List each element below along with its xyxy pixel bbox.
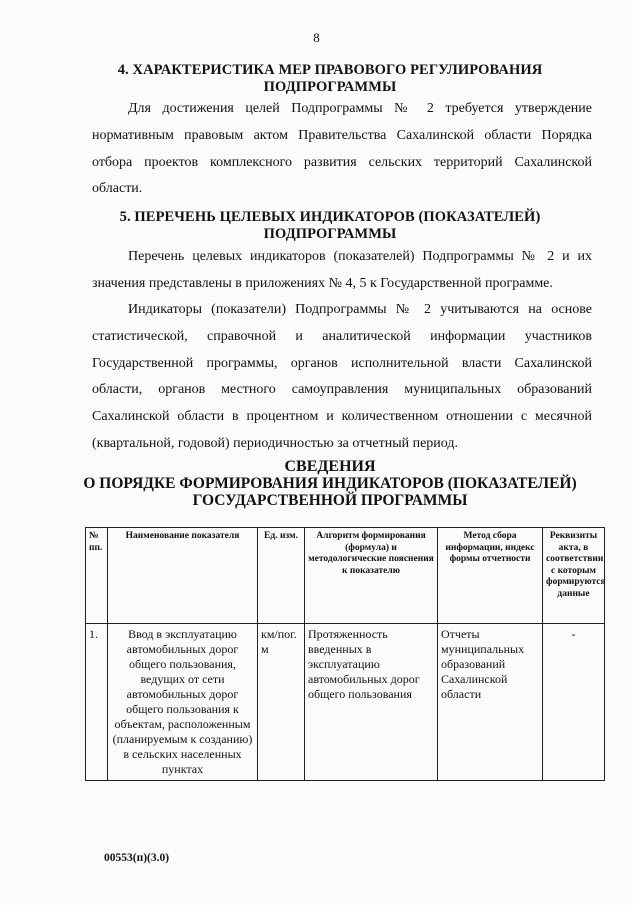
info-title-line1: СВЕДЕНИЯ xyxy=(284,458,376,475)
table-row xyxy=(86,624,605,781)
page-number: 8 xyxy=(313,30,320,45)
header-algorithm: Алгоритм формирования (формула) и методологические пояснения к показателю xyxy=(305,528,438,624)
info-title-line3: ГОСУДАРСТВЕННОЙ ПРОГРАММЫ xyxy=(192,492,468,509)
cell-unit: км/пог. м xyxy=(258,624,305,781)
header-num: № пп. xyxy=(86,528,108,624)
indicators-table xyxy=(85,527,605,781)
info-title-line2: О ПОРЯДКЕ ФОРМИРОВАНИЯ ИНДИКАТОРОВ (ПОКАЗАТЕЛЕЙ) xyxy=(83,475,577,492)
section5-heading xyxy=(60,209,600,243)
header-name: Наименование показателя xyxy=(108,528,258,624)
header-requisites: Реквизиты акта, в соответствии с которым формируются данные xyxy=(543,528,605,624)
footer-code: 00553(п)(3.0) xyxy=(104,852,170,864)
cell-name: Ввод в эксплуатацию автомобильных дорог общего пользования, ведущих от сети автомобильных дорог общего пользования к объектам, расположенным (планируемым к созданию) в сельских населенных пунктах xyxy=(108,624,258,781)
cell-algorithm: Протяженность введенных в эксплуатацию автомобильных дорог общего пользования xyxy=(305,624,438,781)
section4-heading xyxy=(60,62,600,96)
table-header-row xyxy=(86,528,605,624)
section4-heading-line2: ПОДПРОГРАММЫ xyxy=(263,79,397,95)
cell-num: 1. xyxy=(86,624,108,781)
section5-heading-line2: ПОДПРОГРАММЫ xyxy=(263,226,397,242)
cell-method: Отчеты муниципальных образований Сахалинской области xyxy=(438,624,543,781)
section5-heading-line1: 5. ПЕРЕЧЕНЬ ЦЕЛЕВЫХ ИНДИКАТОРОВ (ПОКАЗАТЕЛЕЙ) xyxy=(119,209,541,225)
section5-paragraph-1: Перечень целевых индикаторов (показателей) Подпрограммы № 2 и их значения представлены в приложениях № 4, 5 к Государственной программе. xyxy=(92,249,592,291)
section4-heading-line1: 4. ХАРАКТЕРИСТИКА МЕР ПРАВОВОГО РЕГУЛИРОВАНИЯ xyxy=(117,62,543,78)
header-unit: Ед. изм. xyxy=(258,528,305,624)
info-title xyxy=(60,458,600,509)
section5-paragraph-2: Индикаторы (показатели) Подпрограммы № 2 учитываются на основе статистической, справочной и аналитической информации участников Государственной программы, органов исполнительной власти Сахалинской области, органов местного самоуправления муниципальных образований Сахалинской области в процентном и количественном отношении с месячной (квартальной, годовой) периодичностью за отчетный период. xyxy=(92,302,592,451)
cell-requisites: - xyxy=(543,624,605,781)
header-method: Метод сбора информации, индекс формы отчетности xyxy=(438,528,543,624)
section4-paragraph: Для достижения целей Подпрограммы № 2 требуется утверждение нормативным правовым актом Правительства Сахалинской области Порядка отбора проектов комплексного развития сельских территорий Сахалинской области. xyxy=(92,101,592,197)
